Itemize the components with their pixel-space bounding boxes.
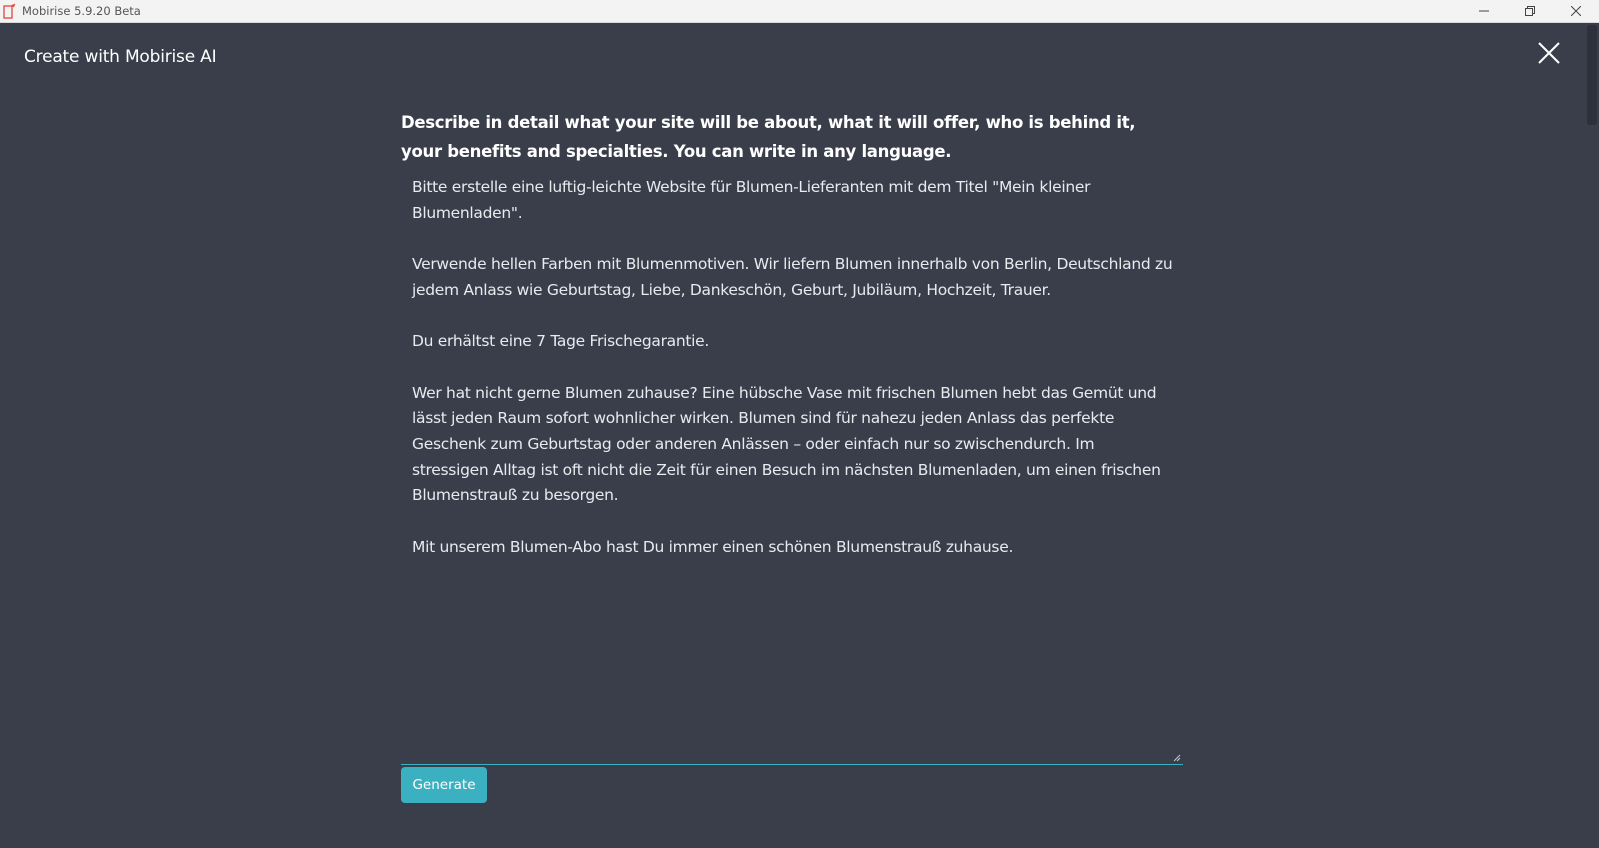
restore-icon[interactable]: [1507, 0, 1553, 22]
window-titlebar: [0, 0, 1599, 23]
prompt-heading: Describe in detail what your site will be about, what it will offer, who is behind it, your benefits and specialties. You can write in any language.: [401, 113, 1136, 161]
dialog-title: Create with Mobirise AI: [24, 47, 217, 67]
ai-create-dialog: [0, 23, 1584, 848]
close-icon[interactable]: [1553, 0, 1599, 22]
scrollbar-thumb[interactable]: [1587, 25, 1597, 125]
resize-grip-icon[interactable]: [1173, 754, 1181, 762]
vertical-scrollbar[interactable]: [1584, 23, 1599, 848]
prompt-text[interactable]: Bitte erstelle eine luftig-leichte Website für Blumen-Lieferanten mit dem Titel "Mein kleiner Blumenladen". Verwende hellen Farben mit Blumenmotiven. Wir liefern Blumen innerhalb von Berlin, Deutschland zu jedem Anlass wie Geburtstag, Liebe, Dankeschön, Geburt, Jubiläum, Hochzeit, Trauer. Du erhältst eine 7 Tage Frischegarantie. Wer hat nicht gerne Blumen zuhause? Eine hübsche Vase mit frischen Blumen hebt das Gemüt und lässt jeden Raum sofort wohnlicher wirken. Blumen sind für nahezu jeden Anlass das perfekte Geschenk zum Geburtstag oder anderen Anlässen – oder einfach nur so zwischendurch. Im stressigen Alltag ist oft nicht die Zeit für einen Besuch im nächsten Blumenladen, um einen frischen Blumenstrauß zu besorgen. Mit unserem Blumen-Abo hast Du immer einen schönen Blumenstrauß zuhause.: [412, 178, 1173, 556]
mobirise-app-icon: [3, 3, 17, 19]
close-x-icon[interactable]: [1536, 40, 1562, 66]
generate-button[interactable]: Generate: [401, 767, 487, 803]
minimize-icon[interactable]: [1461, 0, 1507, 22]
prompt-textarea[interactable]: [401, 175, 1183, 765]
window-title: Mobirise 5.9.20 Beta: [22, 4, 141, 18]
